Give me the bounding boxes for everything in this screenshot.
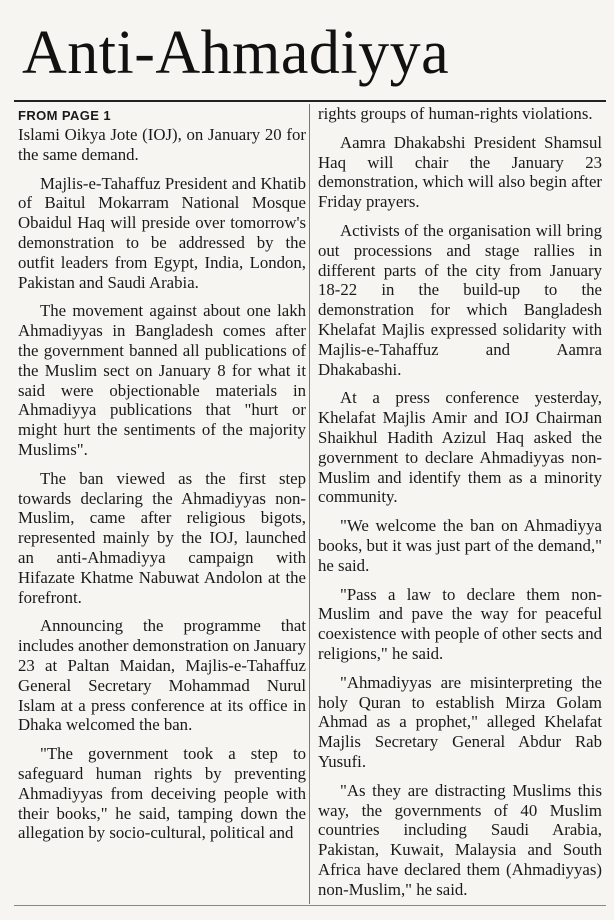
paragraph: "Ahmadiyyas are misinterpreting the holy Quran to establish Mirza Golam Ahmad as a prophet," alleged Khelafat Majlis Secretary General Abdur Rab Yusufi.	[318, 672, 602, 771]
right-column	[318, 104, 602, 908]
paragraph: At a press conference yesterday, Khelafat Majlis Amir and IOJ Chairman Shaikhul Hadith Azizul Haq asked the government to declare Ahmadiyyas non-Muslim and identify them as a minority community.	[318, 388, 602, 507]
paragraph: "As they are distracting Muslims this way, the governments of 40 Muslim countries including Saudi Arabia, Pakistan, Kuwait, Malaysia and South Africa have declared them (Ahmadiyyas) non-Muslim," he said.	[318, 780, 602, 899]
left-column	[18, 104, 306, 852]
headline-rule	[14, 100, 606, 102]
kicker: FROM PAGE 1	[18, 108, 112, 123]
headline: Anti-Ahmadiyya	[22, 19, 450, 87]
paragraph: Announcing the programme that includes another demonstration on January 23 at Paltan Maidan, Majlis-e-Tahaffuz General Secretary Mohammad Nurul Islam at a press conference at its office in Dhaka welcomed the ban.	[18, 616, 307, 735]
bottom-rule	[14, 905, 606, 906]
paragraph: The movement against about one lakh Ahmadiyyas in Bangladesh comes after the government banned all publications of the Muslim sect on January 8 for what it said were objectionable materials in Ahmadiyya publications that "hurt or might hurt the sentiments of the majority Muslims".	[18, 301, 306, 459]
paragraph: rights groups of human-rights violations.	[318, 104, 593, 123]
paragraph: Islami Oikya Jote (IOJ), on January 20 for the same demand.	[18, 125, 306, 164]
paragraph: "We welcome the ban on Ahmadiyya books, but it was just part of the demand," he said.	[318, 516, 602, 575]
paragraph: The ban viewed as the first step towards declaring the Ahmadiyyas non-Muslim, came after religious bigots, represented mainly by the IOJ, launched an anti-Ahmadiyya campaign with Hifazate Khatme Nabuwat Andolon at the forefront.	[18, 468, 306, 607]
paragraph: "Pass a law to declare them non-Muslim and pave the way for peaceful coexistence with people of other sects and religions," he said.	[318, 584, 602, 663]
paragraph: Aamra Dhakabshi President Shamsul Haq will chair the January 23 demonstration, which will also begin after Friday prayers.	[318, 132, 602, 212]
paragraph: Majlis-e-Tahaffuz President and Khatib of Baitul Mokarram National Mosque Obaidul Haq will preside over tomorrow's demonstration to be addressed by the outfit leaders from Egypt, India, London, Pakistan and Saudi Arabia.	[18, 173, 306, 292]
column-divider	[309, 104, 310, 904]
paragraph: "The government took a step to safeguard human rights by preventing Ahmadiyyas from deceiving people with their books," he said, tamping down the allegation by socio-cultural, political and	[18, 744, 306, 843]
paragraph: Activists of the organisation will bring out processions and stage rallies in different parts of the city from January 18-22 in the build-up to the demonstration for which Bangladesh Khelafat Majlis expressed solidarity with Majlis-e-Tahaffuz and Aamra Dhakabashi.	[318, 220, 602, 379]
